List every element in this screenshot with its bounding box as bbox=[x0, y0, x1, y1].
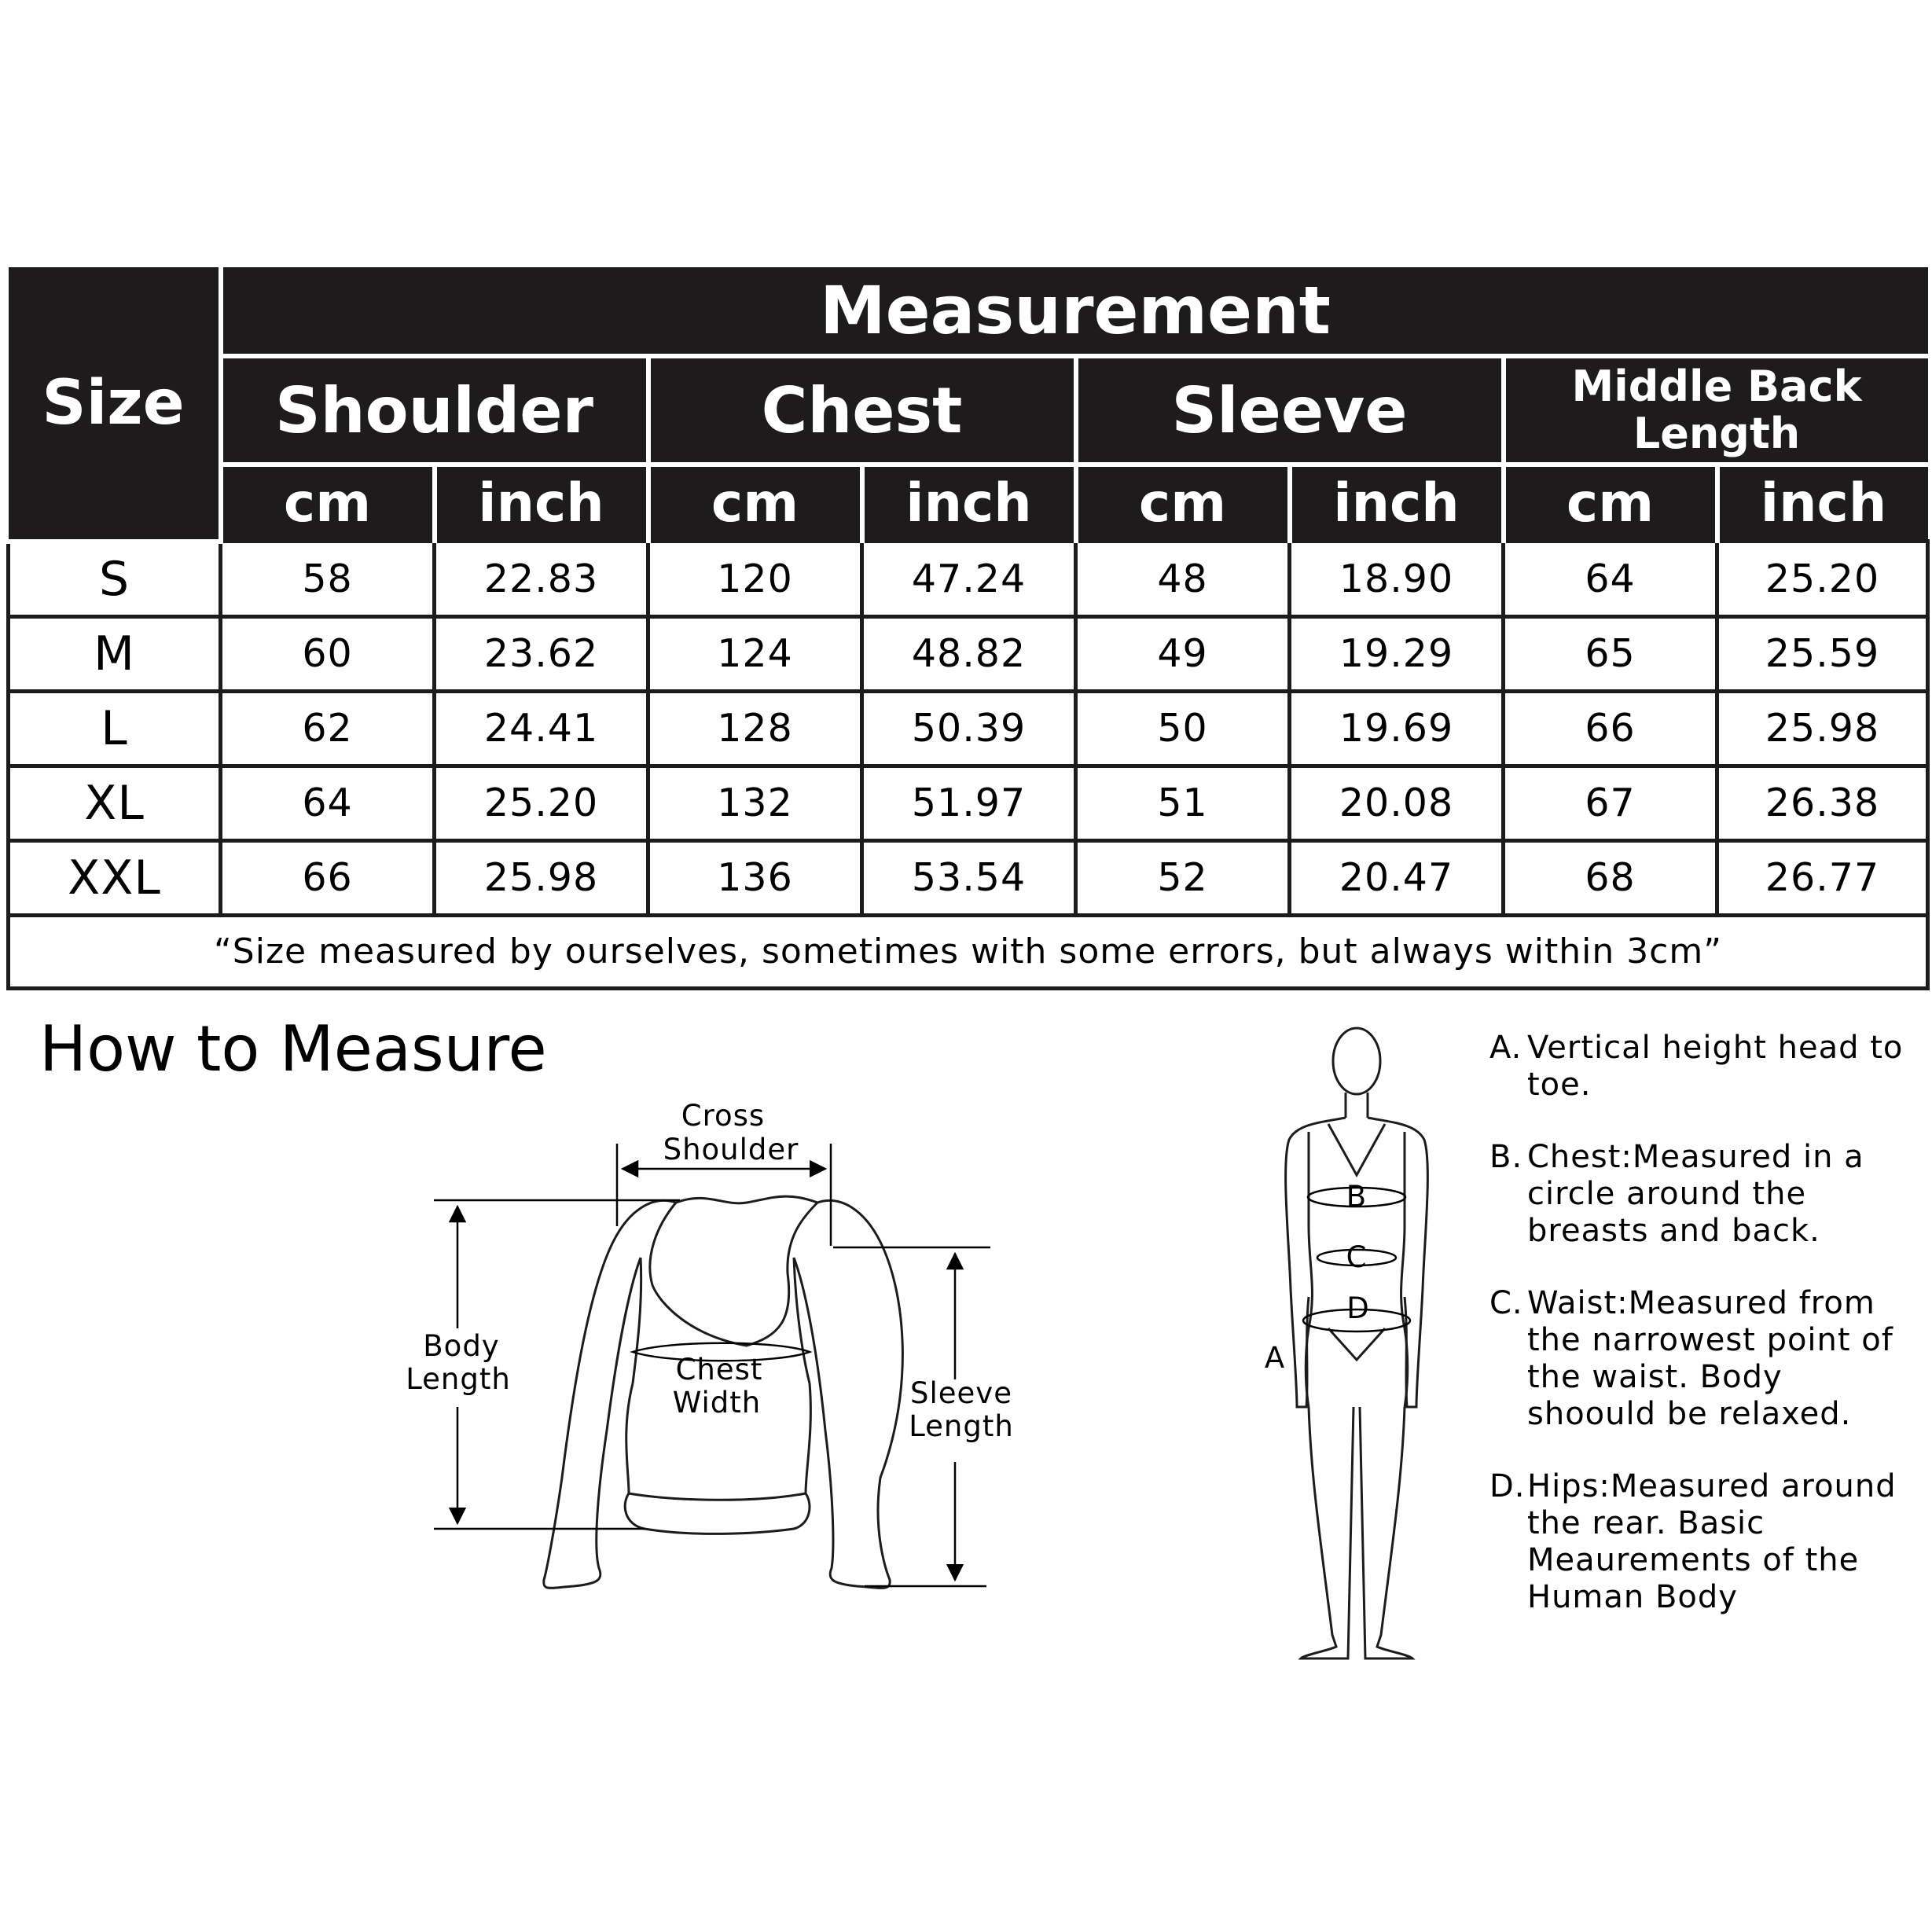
legend-text: Vertical height head to toe. bbox=[1527, 1030, 1904, 1103]
shoulder-header: Shoulder bbox=[221, 356, 648, 465]
unit-header: cm bbox=[648, 465, 862, 542]
unit-header: inch bbox=[862, 465, 1076, 542]
body-length-label: Length bbox=[406, 1362, 511, 1396]
value-cell: 50 bbox=[1076, 691, 1290, 766]
value-cell: 52 bbox=[1076, 840, 1290, 915]
sleeve-length-label: Sleeve bbox=[910, 1376, 1012, 1410]
value-cell: 132 bbox=[648, 766, 862, 840]
legend-text: Hips:Measured around the rear. Basic Meaurements of the Human Body bbox=[1527, 1468, 1897, 1615]
size-cell: S bbox=[9, 542, 221, 617]
value-cell: 62 bbox=[221, 691, 435, 766]
value-cell: 51.97 bbox=[862, 766, 1076, 840]
value-cell: 58 bbox=[221, 542, 435, 617]
body-label-b: B bbox=[1346, 1180, 1368, 1214]
value-cell: 19.29 bbox=[1290, 616, 1504, 691]
value-cell: 25.98 bbox=[435, 840, 648, 915]
value-cell: 20.08 bbox=[1290, 766, 1504, 840]
value-cell: 26.38 bbox=[1717, 766, 1928, 840]
cross-shoulder-label: Shoulder bbox=[663, 1133, 799, 1166]
value-cell: 25.20 bbox=[1717, 542, 1928, 617]
size-cell: XXL bbox=[9, 840, 221, 915]
value-cell: 49 bbox=[1076, 616, 1290, 691]
value-cell: 26.77 bbox=[1717, 840, 1928, 915]
legend-letter: B. bbox=[1489, 1139, 1523, 1175]
value-cell: 48.82 bbox=[862, 616, 1076, 691]
value-cell: 64 bbox=[221, 766, 435, 840]
legend-letter: A. bbox=[1489, 1030, 1522, 1066]
legend-item bbox=[1489, 1030, 1914, 1104]
body-length-label: Body bbox=[423, 1329, 500, 1363]
value-cell: 66 bbox=[221, 840, 435, 915]
value-cell: 48 bbox=[1076, 542, 1290, 617]
body-label-c: C bbox=[1346, 1240, 1368, 1274]
unit-header: inch bbox=[435, 465, 648, 542]
unit-header: inch bbox=[1290, 465, 1504, 542]
value-cell: 25.20 bbox=[435, 766, 648, 840]
body-label-a: A bbox=[1264, 1341, 1286, 1375]
legend-letter: C. bbox=[1489, 1285, 1523, 1321]
value-cell: 64 bbox=[1504, 542, 1717, 617]
cross-shoulder-label: Cross bbox=[681, 1099, 766, 1133]
value-cell: 23.62 bbox=[435, 616, 648, 691]
value-cell: 67 bbox=[1504, 766, 1717, 840]
value-cell: 65 bbox=[1504, 616, 1717, 691]
size-cell: XL bbox=[9, 766, 221, 840]
value-cell: 24.41 bbox=[435, 691, 648, 766]
middle-back-length-header: Middle Back Length bbox=[1504, 356, 1928, 465]
body-figure bbox=[1286, 1028, 1428, 1658]
legend-text: Chest:Measured in a circle around the breasts and back. bbox=[1527, 1139, 1864, 1249]
value-cell: 50.39 bbox=[862, 691, 1076, 766]
value-cell: 66 bbox=[1504, 691, 1717, 766]
value-cell: 22.83 bbox=[435, 542, 648, 617]
value-cell: 25.98 bbox=[1717, 691, 1928, 766]
size-cell: L bbox=[9, 691, 221, 766]
sleeve-header: Sleeve bbox=[1076, 356, 1504, 465]
measurement-header: Measurement bbox=[221, 267, 1928, 356]
value-cell: 51 bbox=[1076, 766, 1290, 840]
chest-width-label: Width bbox=[672, 1386, 762, 1420]
unit-header: cm bbox=[1504, 465, 1717, 542]
value-cell: 53.54 bbox=[862, 840, 1076, 915]
value-cell: 20.47 bbox=[1290, 840, 1504, 915]
value-cell: 47.24 bbox=[862, 542, 1076, 617]
legend-item bbox=[1489, 1285, 1914, 1433]
unit-header: cm bbox=[221, 465, 435, 542]
size-header: Size bbox=[9, 267, 221, 542]
value-cell: 124 bbox=[648, 616, 862, 691]
value-cell: 136 bbox=[648, 840, 862, 915]
legend-item bbox=[1489, 1139, 1914, 1250]
unit-header: inch bbox=[1717, 465, 1928, 542]
value-cell: 18.90 bbox=[1290, 542, 1504, 617]
sleeve-length-label: Length bbox=[909, 1409, 1014, 1443]
value-cell: 19.69 bbox=[1290, 691, 1504, 766]
legend-letter: D. bbox=[1489, 1468, 1526, 1504]
how-to-measure-title: How to Measure bbox=[39, 1012, 547, 1085]
chest-header: Chest bbox=[648, 356, 1076, 465]
measurement-legend bbox=[1489, 1030, 1914, 1651]
body-label-d: D bbox=[1346, 1291, 1370, 1325]
legend-text: Waist:Measured from the narrowest point of the waist. Body shoould be relaxed. bbox=[1527, 1285, 1893, 1432]
size-cell: M bbox=[9, 616, 221, 691]
value-cell: 25.59 bbox=[1717, 616, 1928, 691]
value-cell: 68 bbox=[1504, 840, 1717, 915]
value-cell: 128 bbox=[648, 691, 862, 766]
size-note: “Size measured by ourselves, sometimes with some errors, but always within 3cm” bbox=[9, 915, 1928, 988]
value-cell: 60 bbox=[221, 616, 435, 691]
unit-header: cm bbox=[1076, 465, 1290, 542]
legend-item bbox=[1489, 1468, 1914, 1616]
chest-width-label: Chest bbox=[675, 1353, 763, 1387]
value-cell: 120 bbox=[648, 542, 862, 617]
